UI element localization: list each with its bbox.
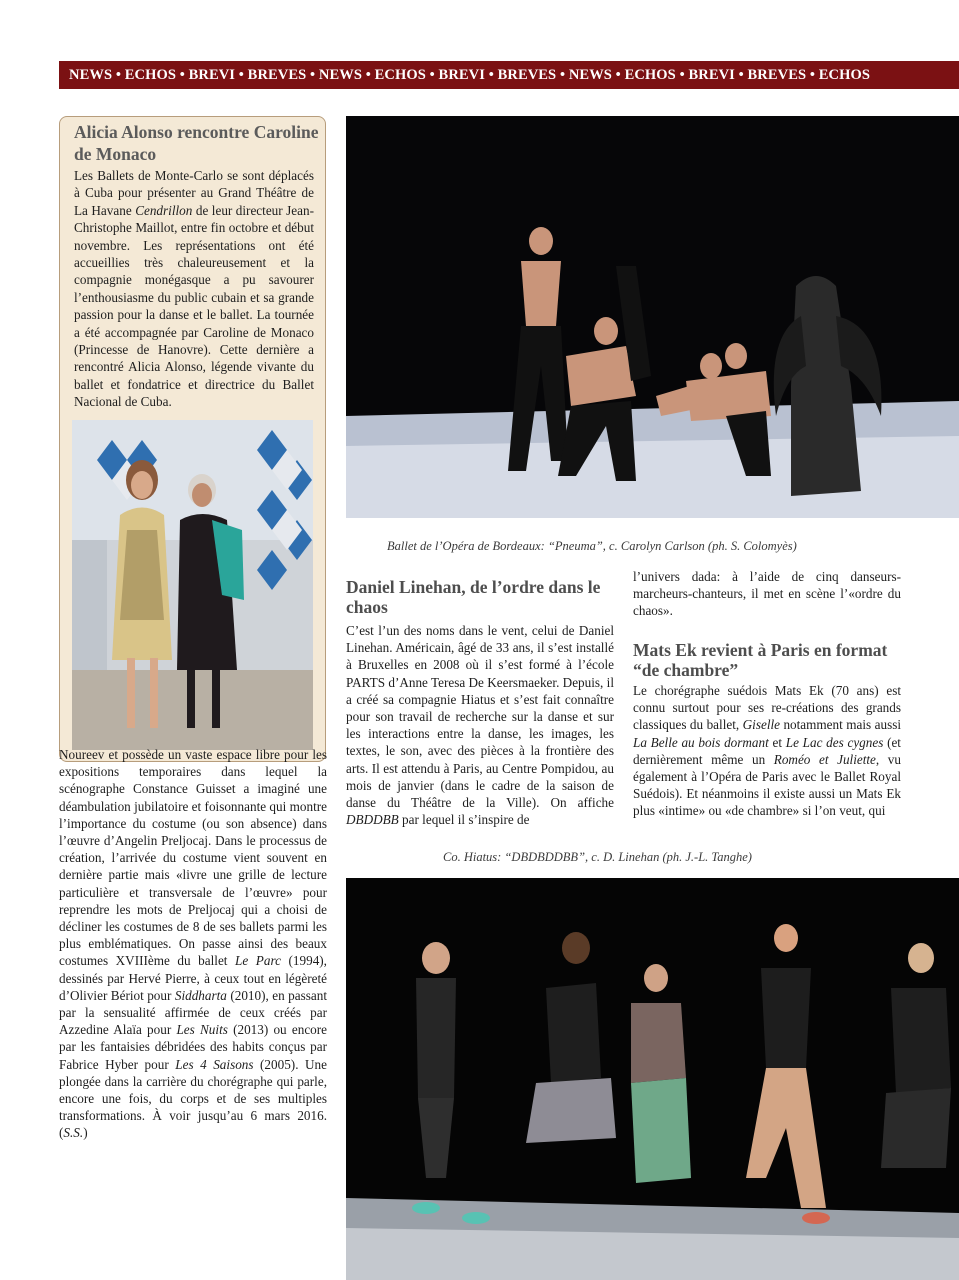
article-linehan-continuation: l’univers dada: à l’aide de cinq danseurs-marcheurs-chanteurs, il met en scène l’«ordre du chaos». xyxy=(633,569,901,619)
photo-pneuma xyxy=(346,116,959,518)
caption-hiatus: Co. Hiatus: “DBDBDDBB”, c. D. Linehan (ph. J.-L. Tanghe) xyxy=(443,850,752,864)
article-mats-ek-body: Le chorégraphe suédois Mats Ek (70 ans) est connu surtout pour ses re-créations des grands classiques du ballet, Giselle notamment mais aussi La Belle au bois dormant et Le Lac des cygnes (et dernièrement même un Roméo et Juliette, vu également à l’Opéra de Paris avec le Ballet Royal Suédois). Et néanmoins il existe aussi un Mats Ek plus «intime» ou «de chambre» si l’on veut, qui xyxy=(633,683,901,819)
headline-linehan: Daniel Linehan, de l’ordre dans le chaos xyxy=(346,577,601,617)
photo-alonso-caroline xyxy=(72,420,313,750)
caption-pneuma: Ballet de l’Opéra de Bordeaux: “Pneuma”, c. Carolyn Carlson (ph. S. Colomyès) xyxy=(387,539,797,553)
article-preljocaj-body: Noureev et possède un vaste espace libre pour les expositions temporaires dans lequel la scénographe Constance Guisset a imaginé une déambulation jubilatoire et foisonnante qui montre l’importance du costume (ou son absence) dans l’œuvre d’Angelin Preljocaj. Dans le processus de création, l’arrivée du costume vient souvent en dernière partie mais «livre une grille de lecture particulière et transversale de l’œuvre» pour reprendre les mots de Preljocaj qui a choisi de décliner les costumes de 8 de ses ballets parmi les plus emblématiques. On passe ainsi des beaux costumes XVIIIème du ballet Le Parc (1994), dessinés par Hervé Pierre, à ceux tout en légèreté d’Olivier Bériot pour Siddharta (2010), en passant par la sensualité affirmée de ceux créés par Azzedine Alaïa pour Les Nuits (2013) ou encore par les fantaisies débridées des habits conçus par Fabrice Hyber pour Les 4 Saisons (2005). Une plongée dans la carrière du chorégraphe qui parle, encore une fois, du corps et de ses multiples transformations. À voir jusqu’au 6 mars 2016. (S.S.) xyxy=(59,747,328,1141)
sidebar-title: Alicia Alonso rencontre Caroline de Monaco xyxy=(74,122,319,164)
section-banner: NEWS • ECHOS • BREVI • BREVES • NEWS • ECHOS • BREVI • BREVES • NEWS • ECHOS • BREVI • BREVES • ECHOS xyxy=(59,61,959,89)
sidebar-body: Les Ballets de Monte-Carlo se sont déplacés à Cuba pour présenter au Grand Théâtre de La Havane Cendrillon de leur directeur Jean-Christophe Maillot, entre fin octobre et début novembre. Les représentations ont été accueillies très chaleureusement et la compagnie monégasque a pu savourer l’enthousiasme du public cubain et sa grande passion pour la danse et le ballet. La tournée a été accompagnée par Caroline de Monaco (Princesse de Hanovre). Cette dernière a rencontré Alicia Alonso, légende vivante du ballet et fondatrice et directrice du Ballet Nacional de Cuba. xyxy=(74,168,314,410)
photo-hiatus xyxy=(346,878,959,1280)
headline-mats-ek: Mats Ek revient à Paris en format “de chambre” xyxy=(633,640,888,680)
article-linehan-body: C’est l’un des noms dans le vent, celui de Daniel Linehan. Américain, âgé de 33 ans, il s’est installé à Bruxelles en 2008 où il s’est formé à l’école PARTS d’Anne Teresa De Keersmaeker. Depuis, il a créé sa compagnie Hiatus et s’est fait connaître pour son travail de recherche sur la danse et sur les interactions entre la danse, les images, les textes, le son, avec des pièces à la frontière des arts. Il est attendu à Paris, au Centre Pompidou, au mois de janvier (dans le cadre de la saison de danse du Théâtre de la Ville). On affiche DBDDBB par lequel il s’inspire de xyxy=(346,623,614,828)
